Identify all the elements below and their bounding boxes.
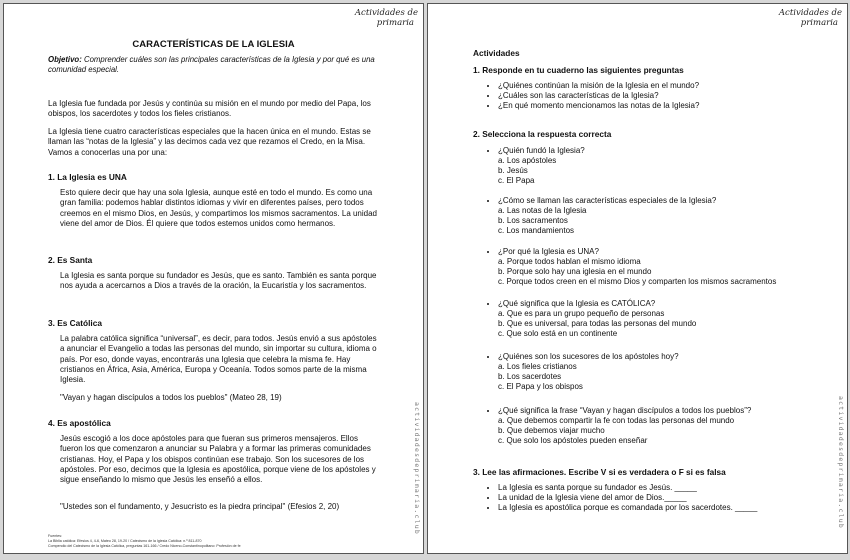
worksheet-page-2 [427,3,848,554]
mc-option: b. Porque solo hay una iglesia en el mundo [498,267,652,276]
intro-paragraph-1: La Iglesia fue fundada por Jesús y continúa su misión en el mundo por medio del Papa, los obispos, los sacerdotes y todos los fieles cristianos. [48,99,371,119]
mc-question-2 [485,196,798,236]
objective-text: Comprender cuáles son las principales características de la Iglesia y por qué es una comunidad especial. [48,55,375,74]
mc-option: b. Los sacerdotes [498,372,562,381]
mc-option: c. Porque todos creen en el mismo Dios y comparten los mismos sacramentos [498,277,777,286]
footnote-line: Fuentes: [48,534,62,538]
mc-option: b. Los sacramentos [498,216,568,225]
mc-question-3 [485,247,818,287]
section-heading-una: 1. La Iglesia es UNA [48,172,127,182]
side-watermark: actividadesdeprimaria.club [413,402,421,535]
section-text-santa: La Iglesia es santa porque su fundador es Jesús, que es santo. También es santa porque nos ayuda a acercarnos a Dios a través de la oración, la Eucaristía y los sacramentos. [60,271,377,291]
mc-option: a. Que debemos compartir la fe con todas las personas del mundo [498,416,735,425]
section-text-apostolica: Jesús escogió a los doce apóstoles para que fueran sus primeros mensajeros. Ellos fueron los que comenzaron a anunciar su Palabra y a formar las primeras comunidades cristianas. Hoy, el Papa y los obispos continúan ese trabajo. Son los sucesores de los apóstoles. Por eso, decimos que la Iglesia es apostólica, porque viene de los apóstoles y sigue enseñando lo mismo que Jesús les enseñó a ellos. [60,434,376,485]
list-item: • ¿Quiénes continúan la misión de la Iglesia en el mundo? [498,81,798,91]
true-false-statement: • La Iglesia es santa porque su fundador es Jesús. _____ [498,483,818,493]
true-false-statement: • La Iglesia es apostólica porque es comandada por los sacerdotes. _____ [498,503,818,513]
objective-label: Objetivo: [48,55,82,64]
list-item: • ¿En qué momento mencionamos las notas de la Iglesia? [498,101,798,111]
section-text-catolica: La palabra católica significa “universal”, es decir, para todos. Jesús envió a sus apóstoles a anunciar el Evangelio a todas las personas del mundo, sin importar su cultura, idioma o país. Por eso, donde vayas, encontrarás una Iglesia que celebra la misma fe. Hay cristianos en África, Asia, América, Europa y Oceanía. Todos somos parte de la misma Iglesia. [60,334,377,385]
section-text-una: Esto quiere decir que hay una sola Iglesia, aunque esté en todo el mundo. Es como una gran familia: podemos hablar distintos idiomas y vivir en diferentes países, pero todos creemos en el mismo Dios, en Jesús, y compartimos los mismos sacramentos. La unidad viene del amor de Dios. Él quiere que todos estemos unidos como hermanos. [60,188,378,228]
question-3-list [485,483,818,513]
mc-question-text: • ¿Cómo se llaman las características especiales de la Iglesia? [498,196,798,206]
footnotes [48,534,241,549]
footnote-line: La Biblia católica: Efesios 4, 4-6, Mateo 28, 19-20 / Catecismo de la Iglesia Católica: n.º 811-870 [48,539,202,543]
mc-option: a. Las notas de la Iglesia [498,206,587,215]
objective [48,55,388,75]
footnote-line: Compendio del Catecismo de la Iglesia Católica, preguntas 161-166 / Credo Niceno-Constantinopolitano: Profesión de fe [48,544,241,548]
mc-option: a. Que es para un grupo pequeño de personas [498,309,665,318]
mc-option: b. Que es universal, para todas las personas del mundo [498,319,697,328]
section-quote-catolica: "Vayan y hagan discípulos a todos los pueblos" (Mateo 28, 19) [60,393,282,402]
mc-question-text: • ¿Qué significa la frase “Vayan y hagan discípulos a todos los pueblos”? [498,406,818,416]
mc-question-6 [485,406,818,446]
mc-question-text: • ¿Por qué la Iglesia es UNA? [498,247,818,257]
intro-paragraph-2: La Iglesia tiene cuatro características especiales que la hacen única en el mundo. Estas se llaman las “notas de la Iglesia” y las decimos cada vez que rezamos el Credo, en la Misa. Vamos a conocerlas una por una: [48,127,371,157]
brand-logo [779,8,842,28]
mc-option: c. El Papa y los obispos [498,382,583,391]
section-heading-catolica: 3. Es Católica [48,318,102,328]
brand-line-2: primaria [800,18,838,28]
question-3-title: 3. Lee las afirmaciones. Escribe V si es verdadera o F si es falsa [473,467,726,477]
mc-option: a. Porque todos hablan el mismo idioma [498,257,641,266]
section-quote-apostolica: "Ustedes son el fundamento, y Jesucristo es la piedra principal" (Efesios 2, 20) [60,502,340,511]
question-1-title: 1. Responde en tu cuaderno las siguientes preguntas [473,65,684,75]
brand-line-1: Actividades de [354,8,418,18]
mc-option: a. Los fieles cristianos [498,362,577,371]
brand-line-2: primaria [376,18,414,28]
section-heading-santa: 2. Es Santa [48,255,93,265]
page-title: CARACTERÍSTICAS DE LA IGLESIA [132,39,295,50]
list-item: • ¿Cuáles son las características de la Iglesia? [498,91,798,101]
mc-question-text: • ¿Qué significa que la Iglesia es CATÓLICA? [498,299,798,309]
mc-question-1 [485,146,798,186]
activities-heading: Actividades [473,48,520,58]
mc-option: b. Que debemos viajar mucho [498,426,605,435]
mc-option: c. Que solo los apóstoles pueden enseñar [498,436,648,445]
mc-question-text: • ¿Quién fundó la Iglesia? [498,146,798,156]
question-2-title: 2. Selecciona la respuesta correcta [473,129,612,139]
brand-logo [355,8,418,28]
section-heading-apostolica: 4. Es apostólica [48,418,111,428]
worksheet-page-1 [3,3,424,554]
mc-option: c. Que solo está en un continente [498,329,618,338]
mc-option: b. Jesús [498,166,528,175]
side-watermark: actividadesdeprimaria.club [837,396,845,529]
mc-option: c. Los mandamientos [498,226,575,235]
mc-question-4 [485,299,798,339]
mc-question-text: • ¿Quiénes son los sucesores de los apóstoles hoy? [498,352,798,362]
mc-option: a. Los apóstoles [498,156,557,165]
true-false-statement: • La unidad de la Iglesia viene del amor de Dios._____ [498,493,818,503]
question-1-list [485,81,798,111]
mc-option: c. El Papa [498,176,535,185]
brand-line-1: Actividades de [778,8,842,18]
mc-question-5 [485,352,798,392]
